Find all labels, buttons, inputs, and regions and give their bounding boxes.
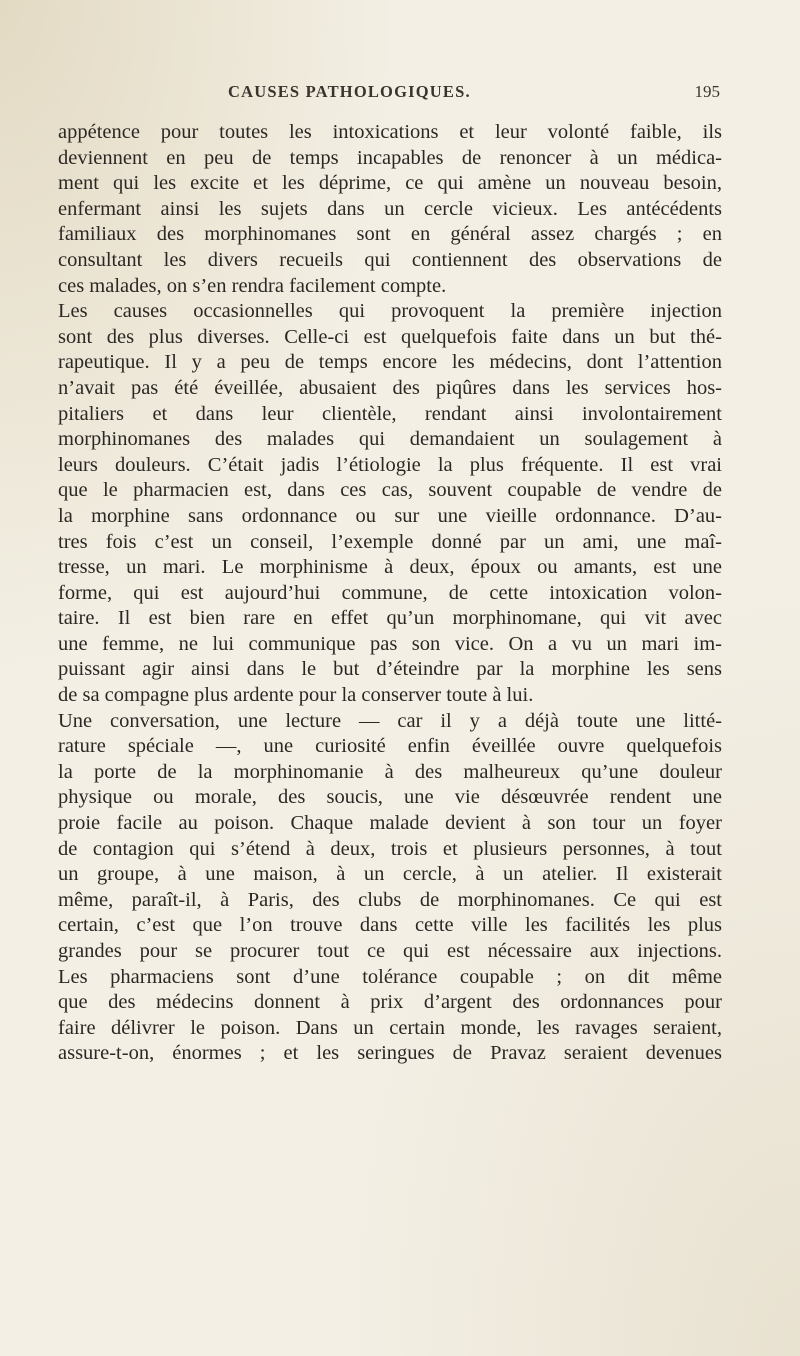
text-line: faire délivrer le poison. Dans un certain monde, les ravages seraient, [58,1016,722,1039]
text-line: grandes pour se procurer tout ce qui est nécessaire aux injections. [58,940,722,962]
text-line: leurs douleurs. C’était jadis l’étiologie la plus fréquente. Il est vrai [58,453,722,476]
text-line: Les pharmaciens sont d’une tolérance coupable ; on dit même [58,965,722,988]
text-line: assure-t-on, énormes ; et les seringues de Pravaz seraient devenues [58,1042,722,1065]
text-line: ment qui les excite et les déprime, ce qui amène un nouveau besoin, [58,172,722,195]
text-line: certain, c’est que l’on trouve dans cette ville les facilités les plus [58,914,722,937]
text-line: puissant agir ainsi dans le but d’éteindre par la morphine les sens [58,658,722,681]
text-line: ces malades, on s’en rendra facilement compte. [58,274,447,297]
page-number: 195 [694,82,720,101]
text-line: rapeutique. Il y a peu de temps encore les médecins, dont l’attention [58,351,722,374]
text-line: Les causes occasionnelles qui provoquent la première injection [58,300,722,323]
text-line: sont des plus diverses. Celle-ci est quelquefois faite dans un but thé- [58,325,722,348]
text-line: de contagion qui s’étend à deux, trois et plusieurs personnes, à tout [58,837,722,860]
text-line: enfermant ainsi les sujets dans un cercle vicieux. Les antécédents [58,197,722,220]
text-line: Une conversation, une lecture — car il y a déjà toute une litté- [58,709,722,732]
text-line: tres fois c’est un conseil, l’exemple donné par un ami, une maî- [58,530,722,553]
text-line: n’avait pas été éveillée, abusaient des piqûres dans les services hos- [58,376,722,399]
running-title: CAUSES PATHOLOGIQUES. [228,82,471,101]
text-line: de sa compagne plus ardente pour la conserver toute à lui. [58,684,534,707]
text-line: rature spéciale —, une curiosité enfin éveillée ouvre quelquefois [58,735,722,758]
text-line: familiaux des morphinomanes sont en général assez chargés ; en [58,223,722,246]
text-line: pitaliers et dans leur clientèle, rendant ainsi involontairement [58,402,722,425]
text-line: proie facile au poison. Chaque malade devient à son tour un foyer [58,812,722,835]
text-line: que le pharmacien est, dans ces cas, souvent coupable de vendre de [58,479,722,502]
text-line: appétence pour toutes les intoxications et leur volonté faible, ils [58,121,722,143]
text-line: la porte de la morphinomanie à des malheureux qu’une douleur [58,760,722,783]
text-line: même, paraît-il, à Paris, des clubs de morphinomanes. Ce qui est [58,888,722,911]
page-header [228,82,720,106]
text-line: physique ou morale, des soucis, une vie désœuvrée rendent une [58,786,722,809]
text-line: consultant les divers recueils qui contiennent des observations de [58,248,722,271]
body-text [58,120,722,1067]
text-line: une femme, ne lui communique pas son vice. On a vu un mari im- [58,632,722,655]
text-line: taire. Il est bien rare en effet qu’un morphinomane, qui vit avec [58,607,722,630]
text-line: tresse, un mari. Le morphinisme à deux, époux ou amants, est une [58,556,722,579]
text-line: deviennent en peu de temps incapables de renoncer à un médica- [58,146,722,169]
text-line: la morphine sans ordonnance ou sur une vieille ordonnance. D’au- [58,504,722,527]
text-line: que des médecins donnent à prix d’argent des ordonnances pour [58,991,722,1014]
text-line: forme, qui est aujourd’hui commune, de cette intoxication volon- [58,581,722,604]
text-line: morphinomanes des malades qui demandaient un soulagement à [58,428,722,451]
text-line: un groupe, à une maison, à un cercle, à un atelier. Il existerait [58,863,722,886]
